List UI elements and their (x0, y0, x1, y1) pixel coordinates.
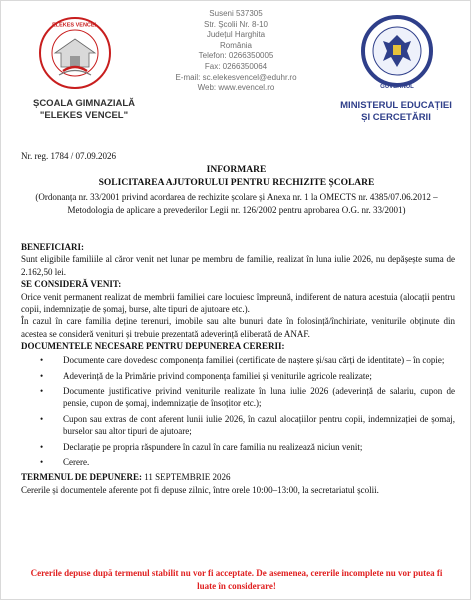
ministry-name-line2: ȘI CERCETĂRII (361, 112, 431, 123)
deadline-date: 11 SEPTEMBRIE 2026 (142, 472, 231, 483)
documents-list (21, 354, 455, 468)
deadline-line (21, 471, 455, 483)
warning-text: Cererile depuse după termenul stabilit nu vor fi acceptate. De asemenea, cererile incomplete nu vor putea fi luate în considerare! (30, 568, 443, 591)
school-logo (39, 17, 111, 89)
contact-line: Județul Harghita (206, 30, 266, 40)
ministry-name (331, 100, 461, 124)
contact-line[interactable]: Web: www.evencel.ro (197, 83, 275, 93)
list-item: • Documente care dovedesc componența familiei (certificate de naștere și/sau cărți de identitate) – în copie; (21, 354, 455, 366)
contact-block (161, 9, 311, 94)
section-heading-documents: DOCUMENTELE NECESARE PENTRU DEPUNEREA CERERII: (21, 341, 285, 352)
svg-text:GUVERNUL: GUVERNUL (380, 84, 414, 90)
title-informare: INFORMARE (206, 165, 267, 175)
list-item: • Cupon sau extras de cont aferent lunii iulie 2026, în cazul alocațiilor pentru copii, indemnizației de șomaj, burselor sau altor tipuri de ajutoare; (21, 413, 455, 438)
school-name-line2: "ELEKES VENCEL" (39, 110, 129, 121)
school-name-line1: ȘCOALA GIMNAZIALĂ (32, 98, 136, 109)
registration-number: Nr. reg. 1784 / 07.09.2026 (21, 151, 116, 161)
deadline-text: Cererile și documentele aferente pot fi depuse zilnic, între orele 10:00–13:00, la secretariatul școlii. (21, 484, 379, 495)
contact-line: România (219, 40, 252, 50)
ministry-name-line1: MINISTERUL EDUCAȚIEI (340, 100, 452, 111)
document-body (21, 241, 455, 496)
section-heading-venit: SE CONSIDERĂ VENIT: (21, 279, 122, 290)
section-heading-beneficiari: BENEFICIARI: (21, 242, 85, 252)
list-item: • Documente justificative privind veniturile realizate în luna iulie 2026 (adeverință de salariu, cupon de pensie, cupon de șomaj, indemnizație de însoțitor etc.); (21, 385, 455, 410)
section-text-venit-2: În cazul în care familia deține terenuri, imobile sau alte bunuri date în folosință/închiriate, veniturile obținute din acestea se consideră venituri și trebuie prezentată adeverință eliberată de ANAF. (21, 316, 455, 339)
list-item: • Cerere. (21, 456, 455, 468)
title-subject: SOLICITAREA AJUTORULUI PENTRU RECHIZITE ȘCOLARE (98, 177, 375, 188)
document-title (21, 164, 452, 189)
section-heading-deadline: TERMENUL DE DEPUNERE: (21, 472, 143, 483)
contact-line: Suseni 537305 (209, 9, 263, 18)
legal-reference: (Ordonanța nr. 33/2001 privind acordarea de rechizite școlare și Anexa nr. 1 la OMECTS nr. 4385/07.06.2012 – Metodologia de aplicare a prevederilor Legii nr. 126/2002 pentru aprobarea O.G. nr. 33/2001) (35, 192, 438, 215)
government-logo (361, 15, 433, 95)
school-name (13, 98, 155, 122)
section-text-beneficiari: Sunt eligibile familiile al căror venit net lunar pe membru de familie, realizat în luna iulie 2026, nu depășește suma de 2.162,50 lei. (21, 254, 455, 277)
contact-line: Telefon: 0266350005 (198, 51, 274, 61)
contact-line[interactable]: E-mail: sc.elekesvencel@eduhr.ro (175, 72, 297, 82)
list-item: • Adeverință de la Primărie privind componența familiei și veniturile agricole realizate; (21, 370, 455, 382)
svg-text:ELEKES VENCEL: ELEKES VENCEL (52, 22, 98, 29)
list-item: • Declarație pe propria răspundere în cazul în care familia nu realizează niciun venit; (21, 441, 455, 453)
contact-line: Str. Școlii Nr. 8-10 (203, 19, 269, 29)
section-text-venit-1: Orice venit permanent realizat de membrii familiei care locuiesc împreună, indiferent de natura acestuia (alocații pentru copii, indemnizație de șomaj, burse, alte tipuri de ajutoare etc.). (21, 291, 455, 315)
contact-line: Fax: 0266350064 (204, 61, 268, 71)
